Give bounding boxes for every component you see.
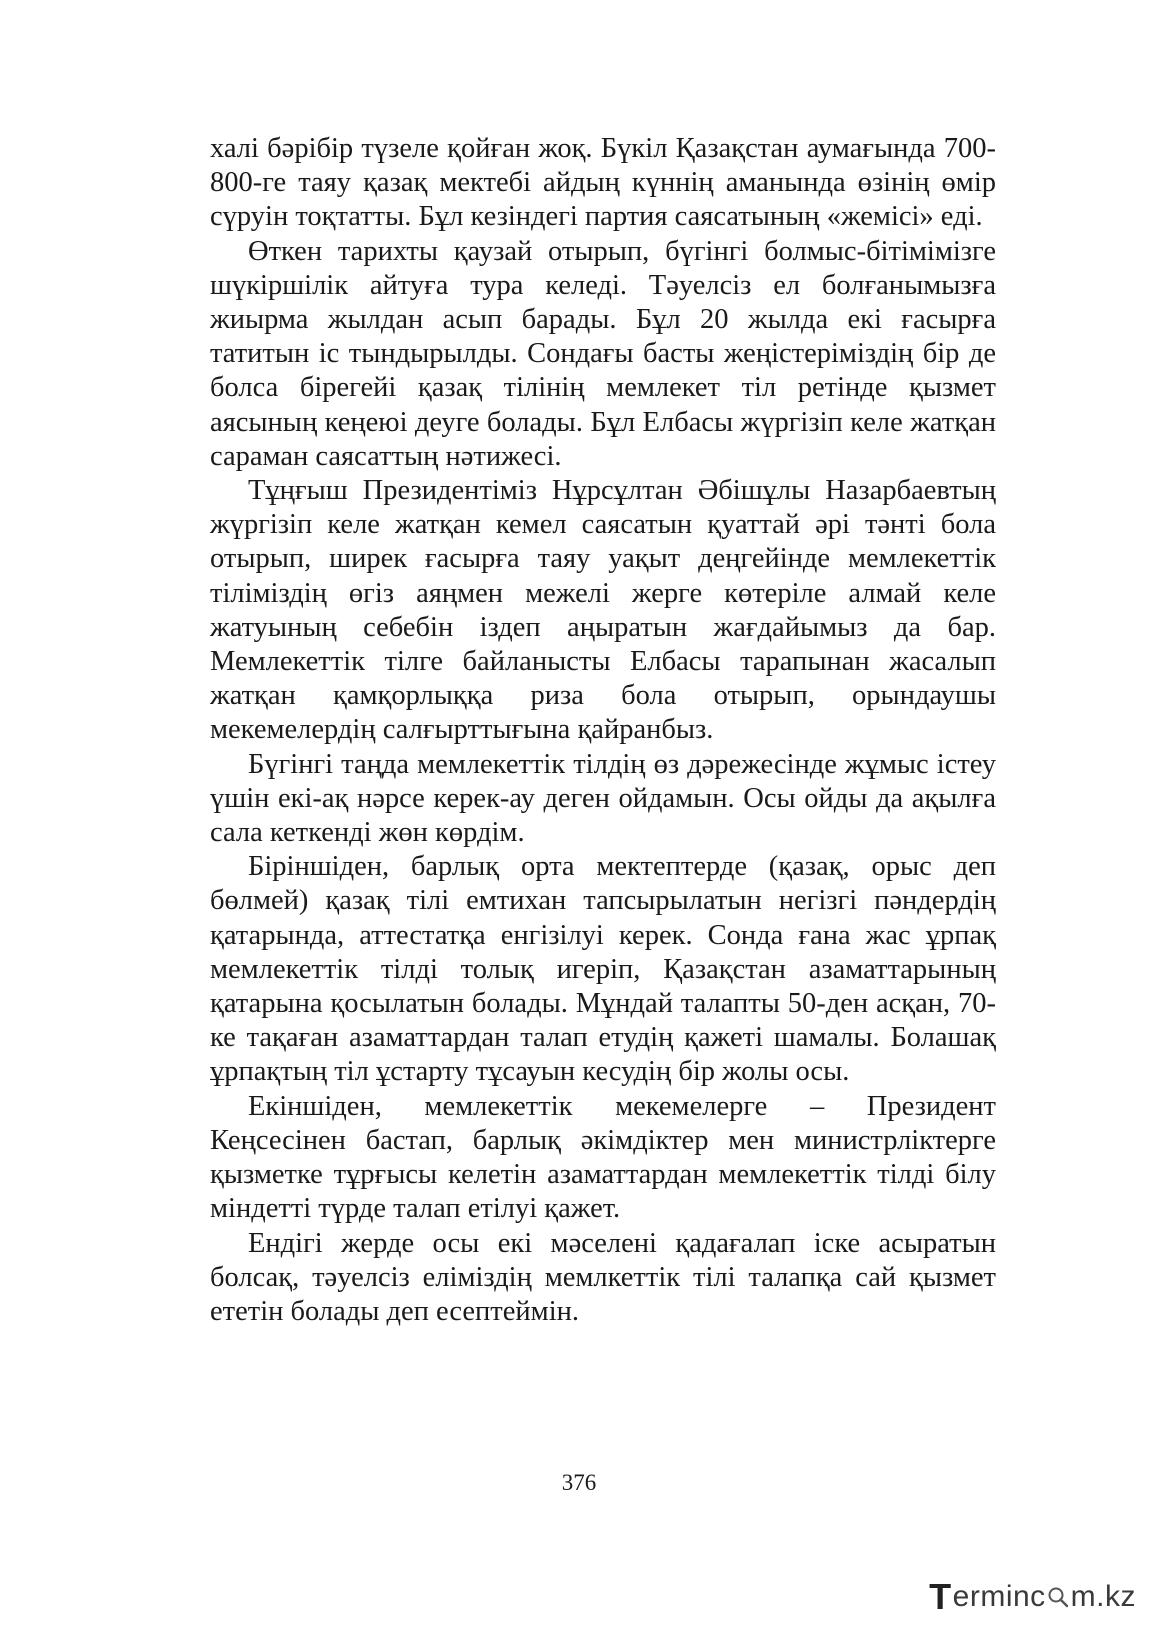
page-body: [210, 132, 996, 1329]
watermark-middle: erminc: [952, 1580, 1046, 1613]
paragraph-2: Өткен тарихты қаузай отырып, бүгінгі болмыс-бітімімізге шүкіршілік айтуға тура келеді. Тәуелсіз ел болғанымызға жиырма жылдан асып барады. Бұл 20 жылда екі ғасырға татитын іс тындырылды. Сондағы басты жеңістеріміздің бір де болса бірегейі қазақ тілінің мемлекет тіл ретінде қызмет аясының кеңеюі деуге болады. Бұл Елбасы жүргізіп келе жатқан сараман саясаттың нәтижесі.: [210, 235, 996, 472]
paragraph-3: Тұңғыш Президентіміз Нұрсұлтан Әбішұлы Назарбаевтың жүргізіп келе жатқан кемел саясатын қуаттай әрі тәнті бола отырып, ширек ғасырға таяу уақыт деңгейінде мемлекеттік тіліміздің өгіз аяңмен межелі жерге көтеріле алмай келе жатуының себебін іздеп аңыратын жағдайымыз да бар. Мемлекеттік тілге байланысты Елбасы тарапынан жасалып жатқан қамқорлыққа риза бола отырып, орындаушы мекемелердің салғырттығына қайранбыз.: [210, 475, 996, 746]
watermark-initial: T: [929, 1576, 952, 1617]
paragraph-4: Бүгінгі таңда мемлекеттік тілдің өз дәрежесінде жұмыс істеу үшін екі-ақ нәрсе керек-ау деген ойдамын. Осы ойды да ақылға сала кеткенді жөн көрдім.: [210, 748, 996, 849]
page-number: 376: [561, 1470, 597, 1495]
paragraph-5: Біріншіден, барлық орта мектептерде (қазақ, орыс деп бөлмей) қазақ тілі емтихан тапсырылатын негізгі пәндердің қатарында, аттестатқа енгізілуі керек. Сонда ғана жас ұрпақ мемлекеттік тілді толық игеріп, Қазақстан азаматтарының қатарына қосылатын болады. Мұндай талапты 50-ден асқан, 70-ке тақаған азаматтардан талап етудің қажеті шамалы. Болашақ ұрпақтың тіл ұстарту тұсауын кесудің бір жолы осы.: [210, 851, 996, 1088]
paragraph-7: Ендігі жерде осы екі мәселені қадағалап іске асыратын болсақ, тәуелсіз еліміздің мемлкеттік тілі талапқа сай қызмет ететін болады деп есептеймін.: [210, 1227, 996, 1327]
magnifier-icon: [1047, 1586, 1069, 1608]
watermark-end: m.kz: [1070, 1580, 1136, 1613]
terminology-watermark-logo: [929, 1575, 1136, 1619]
paragraph-6: Екіншіден, мемлекеттік мекемелерге – Президент Кеңсесінен бастап, барлық әкімдіктер мен министрліктерге қызметке тұрғысы келетін азаматтардан мемлекеттік тілді білу міндетті түрде талап етілуі қажет.: [210, 1090, 996, 1225]
paragraph-1: халі бәрібір түзеле қойған жоқ. Бүкіл Қазақстан аумағында 700-800-ге таяу қазақ мектебі айдың күннің аманында өзінің өмір сүруін тоқтатты. Бұл кезіндегі партия саясатының «жемісі» еді.: [210, 133, 996, 233]
